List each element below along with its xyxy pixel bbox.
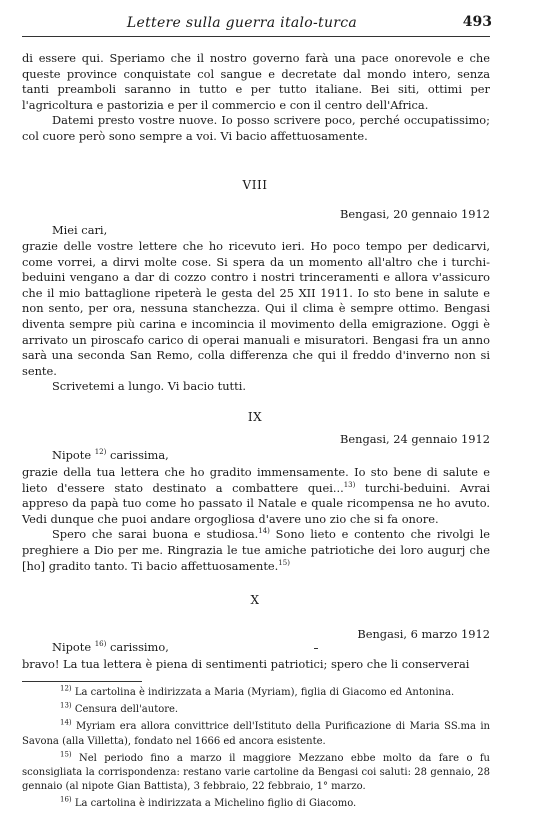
footnotes: [22, 686, 490, 815]
salutation-word: Nipote: [52, 640, 92, 654]
letter-8-place-date: Bengasi, 20 gennaio 1912: [340, 207, 490, 221]
footnote-number: 14): [60, 719, 72, 728]
running-header: [22, 12, 490, 38]
footnote-ref: 16): [94, 640, 107, 649]
footnote-ref: 15): [278, 558, 290, 567]
letter-8-salutation: Miei cari,: [52, 223, 108, 237]
footnote-text: La cartolina è indirizzata a Maria (Myriam), figlia di Giacomo ed Antonina.: [71, 687, 455, 698]
letter-10-body: [22, 657, 490, 673]
footnote-number: 12): [60, 684, 72, 693]
footnote-number: 13): [60, 701, 72, 710]
intro-paragraph-2: Datemi presto vostre nuove. Io posso scrivere poco, perché occupatissimo; col cuore però sono sempre a voi. Vi bacio affettuosamente.: [22, 113, 490, 143]
salutation-word: Nipote: [52, 448, 92, 462]
footnote-16: [22, 797, 490, 811]
page-number: 493: [462, 14, 492, 30]
intro-text: [22, 51, 490, 145]
footnote-text: La cartolina è indirizzata a Michelino figlio di Giacomo.: [71, 798, 357, 810]
footnote-number: 16): [60, 796, 72, 805]
letter-9-heading: IX: [247, 410, 263, 424]
letter-9-body: [22, 465, 490, 574]
letter-9-paragraph-2: [22, 527, 490, 574]
letter-8-body: [22, 239, 490, 395]
text-run: turchi-beduini. Avrai appreso da papà tuo come ho passato il Natale e quale ricompensa ne ho avuto. Vedi dunque che puoi andare orgogliosa d'avere uno zio che si fa onore.: [22, 480, 490, 526]
letter-8-paragraph-1: grazie delle vostre lettere che ho ricevuto ieri. Ho poco tempo per dedicarvi, come vorrei, a dirvi molte cose. Si spera da un momento all'altro che i turchi-beduini vengano a dar di cozzo contro i nostri trinceramenti e allora v'assicuro che il mio battaglione ripeterà le gesta del 25 XII 1911. Io sto bene in salute e non sento, per ora, nessuna stanchezza. Qui il clima è sempre ottimo. Bengasi diventa sempre più carina e incomincia il movimento della emigrazione. Oggi è arrivato un piroscafo carico di operai manuali e misuratori. Bengasi fra un anno sarà una seconda San Remo, colla differenza che qui il freddo d'inverno non si sente.: [22, 239, 490, 378]
text-run: Spero che sarai buona e studiosa.: [52, 527, 259, 542]
footnote-text: Nel periodo fino a marzo il maggiore Mezzano ebbe molto da fare o fu sconsigliata la corrispondenza: restano varie cartoline da Bengasi coi saluti: 28 gennaio, 28 gennaio (al nipote Gian Battista), 3 febbraio, 22 febbraio, 1° marzo.: [22, 752, 490, 793]
running-title: Lettere sulla guerra italo-turca: [126, 15, 358, 31]
footnote-12: [22, 686, 490, 700]
footnote-rule: [22, 681, 142, 682]
footnote-13: [22, 703, 490, 717]
letter-8-paragraph-2: Scrivetemi a lungo. Vi bacio tutti.: [52, 379, 246, 394]
footnote-ref: 13): [343, 480, 356, 489]
letter-9-salutation: [52, 448, 169, 462]
footnote-15: [22, 752, 490, 795]
letter-10-place-date: Bengasi, 6 marzo 1912: [357, 627, 490, 641]
footnote-ref: 14): [258, 527, 270, 536]
footnote-text: Censura dell'autore.: [71, 704, 179, 716]
text-run: Sono lieto e contento che rivolgi le preghiere a Dio per me. Ringrazia le tue amiche patriotiche dei loro augurj che [ho] gradito tanto. Ti bacio affettuosamente.: [22, 527, 490, 573]
salutation-word: carissima,: [109, 448, 169, 462]
salutation-word: carissimo,: [109, 640, 169, 654]
text-run: grazie della tua lettera che ho gradito immensamente. Io sto bene di salute e lieto d'essere stato destinato a combattere quei...: [22, 465, 490, 495]
letter-8-heading: VIII: [242, 178, 268, 192]
letter-10-heading: X: [250, 593, 260, 607]
footnote-text: Myriam era allora convittrice dell'Istituto della Purificazione di Maria SS.ma in Savona (alla Villetta), fondato nel 1666 ed ancora esistente.: [22, 721, 490, 747]
letter-10-salutation: [52, 640, 169, 654]
header-rule: [22, 36, 490, 37]
intro-paragraph-1: di essere qui. Speriamo che il nostro governo farà una pace onorevole e che queste province conquistate col sangue e decretate dal mondo intero, senza tanti preamboli saranno in tutto e per tutto italiane. Bei siti, ottimi per l'agricoltura e pastorizia e per il commercio e con il centro dell'Africa.: [22, 51, 490, 112]
letter-9-paragraph-1: [22, 465, 490, 527]
footnote-ref: 12): [94, 448, 107, 457]
footnote-number: 15): [60, 750, 72, 759]
letter-9-place-date: Bengasi, 24 gennaio 1912: [340, 432, 490, 446]
ink-mark: [314, 648, 318, 649]
letter-10-paragraph-1: bravo! La tua lettera è piena di sentimenti patriotici; spero che li conserverai: [22, 657, 470, 671]
footnote-14: [22, 720, 490, 748]
